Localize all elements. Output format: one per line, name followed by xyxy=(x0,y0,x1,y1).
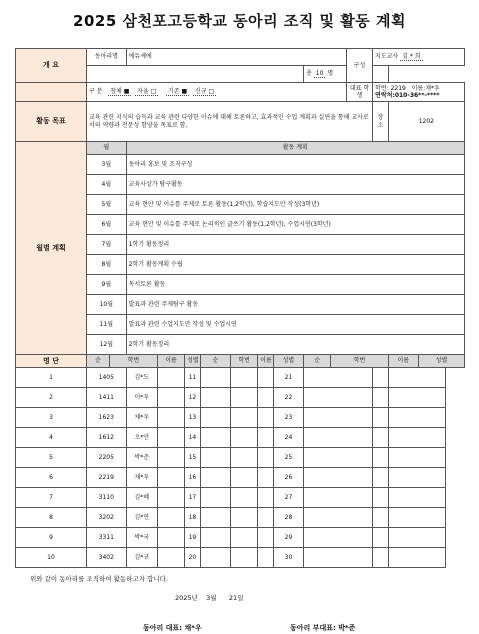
footer-month-suffix: 월 xyxy=(210,594,217,602)
category-option-3: 기존 ■ xyxy=(168,88,188,96)
roster-no-cell: 12 xyxy=(185,388,201,408)
roster-no-cell: 26 xyxy=(273,468,303,488)
roster-gender-cell xyxy=(258,548,274,568)
roster-gender-cell xyxy=(258,428,274,448)
roster-gender-cell xyxy=(258,488,274,508)
monthly-header-plan: 활동 계획 xyxy=(126,142,464,155)
roster-name-cell xyxy=(231,368,258,388)
month-cell: 9월 xyxy=(86,275,126,295)
roster-gender-cell xyxy=(258,528,274,548)
vice-sign-name: 박*준 xyxy=(338,624,356,632)
roster-id-cell xyxy=(200,428,230,448)
roster-name-cell xyxy=(373,408,389,428)
members-label: 총 xyxy=(306,70,312,78)
roster-gender-cell xyxy=(157,408,184,428)
roster-gender-cell xyxy=(388,468,445,488)
roster-no-cell: 8 xyxy=(16,508,87,528)
roster-name-cell xyxy=(373,388,389,408)
footer-year: 2025 xyxy=(175,594,192,602)
roster-id-cell xyxy=(304,468,373,488)
roster-name-cell xyxy=(373,448,389,468)
roster-no-cell: 10 xyxy=(16,548,87,568)
roster-gender-cell xyxy=(388,368,445,388)
member-count-cell xyxy=(86,66,184,83)
roster-name-cell xyxy=(231,428,258,448)
roster-gender-cell xyxy=(388,488,445,508)
roster-no-cell: 1 xyxy=(16,368,87,388)
room-label: 장소 xyxy=(373,102,389,142)
roster-id-cell xyxy=(304,548,373,568)
roster-id-cell xyxy=(304,428,373,448)
footer-statement: 위와 같이 동아리를 조직하여 활동하고자 합니다. xyxy=(30,575,168,583)
rep-id-label: 학번: xyxy=(375,84,389,92)
table-row xyxy=(16,448,465,468)
roster-id-cell xyxy=(304,368,373,388)
month-cell: 11월 xyxy=(86,315,126,335)
roster-name-cell xyxy=(373,468,389,488)
roster-id-cell: 2219 xyxy=(86,468,126,488)
roster-no-cell: 16 xyxy=(185,468,201,488)
month-cell: 7월 xyxy=(86,235,126,255)
roster-id-cell xyxy=(304,528,373,548)
roster-gender-cell xyxy=(157,388,184,408)
roster-header-no: 순 xyxy=(200,355,230,368)
table-row xyxy=(16,468,465,488)
roster-id-cell xyxy=(200,508,230,528)
roster-header-gender: 성별 xyxy=(185,355,201,368)
roster-header-gender: 성별 xyxy=(273,355,303,368)
member-count: 10 xyxy=(315,70,324,78)
roster-name-cell xyxy=(231,388,258,408)
footer-day-suffix: 일 xyxy=(237,594,244,602)
goal-label: 활동 목표 xyxy=(16,102,87,142)
rep-name-label: 이름: xyxy=(411,84,426,92)
roster-gender-cell xyxy=(388,528,445,548)
roster-name-cell xyxy=(373,528,389,548)
plan-cell: 1학기 활동정리 xyxy=(126,235,464,255)
roster-id-cell: 3311 xyxy=(86,528,126,548)
vice-sign-label: 동아리 부대표: xyxy=(290,624,336,632)
roster-no-cell: 2 xyxy=(16,388,87,408)
roster-no-cell: 6 xyxy=(16,468,87,488)
category-label-spacer xyxy=(16,83,87,102)
roster-no-cell: 14 xyxy=(185,428,201,448)
roster-label: 명 단 xyxy=(16,355,87,368)
monthly-label: 월별 계획 xyxy=(16,142,87,355)
roster-gender-cell xyxy=(157,448,184,468)
roster-id-cell: 1623 xyxy=(86,408,126,428)
month-cell: 10월 xyxy=(86,295,126,315)
member-count-value-cell xyxy=(304,66,389,83)
table-row xyxy=(16,408,465,428)
month-cell: 5월 xyxy=(86,195,126,215)
roster-name-cell xyxy=(231,548,258,568)
roster-header-id: 학번 xyxy=(231,355,258,368)
roster-name-cell xyxy=(231,408,258,428)
roster-no-cell: 4 xyxy=(16,428,87,448)
roster-header-gender: 성별 xyxy=(418,355,464,368)
roster-no-cell: 11 xyxy=(185,368,201,388)
club-name-label: 동아리명 xyxy=(86,49,126,66)
roster-id-cell xyxy=(200,408,230,428)
roster-body xyxy=(16,368,465,568)
footer-date xyxy=(175,593,243,602)
table-row xyxy=(16,428,465,448)
rep-name: 채*우 xyxy=(425,84,440,92)
roster-id-cell xyxy=(200,448,230,468)
roster-gender-cell xyxy=(157,508,184,528)
plan-cell: 2학기 활동정리 xyxy=(126,335,464,355)
room-value: 1202 xyxy=(388,102,464,142)
roster-gender-cell xyxy=(157,428,184,448)
roster-header-no: 순 xyxy=(304,355,331,368)
month-cell: 3월 xyxy=(86,155,126,175)
category-option-4: 신규 □ xyxy=(195,88,215,96)
rep-id: 2219 xyxy=(390,84,406,92)
roster-id-cell: 1612 xyxy=(86,428,126,448)
roster-gender-cell xyxy=(258,468,274,488)
roster-name-cell: 채*우 xyxy=(126,408,157,428)
roster-name-cell xyxy=(373,488,389,508)
roster-gender-cell xyxy=(258,368,274,388)
roster-gender-cell xyxy=(157,468,184,488)
category-option-1: 창체 ■ xyxy=(110,88,130,96)
roster-no-cell: 9 xyxy=(16,528,87,548)
advisor-label: 지도교사 xyxy=(375,53,399,61)
month-cell: 6월 xyxy=(86,215,126,235)
roster-no-cell: 30 xyxy=(273,548,303,568)
table-row xyxy=(16,508,465,528)
roster-no-cell: 24 xyxy=(273,428,303,448)
roster-no-cell: 25 xyxy=(273,448,303,468)
plan-cell: 교육 현안 및 이슈를 주제로 토론 활동(1,2학년), 학습지도안 작성(3학년) xyxy=(126,195,464,215)
roster-name-cell: 김*연 xyxy=(126,508,157,528)
rep-signature xyxy=(143,623,202,633)
roster-no-cell: 7 xyxy=(16,488,87,508)
roster-gender-cell xyxy=(157,368,184,388)
roster-id-cell: 1411 xyxy=(86,388,126,408)
roster-no-cell: 28 xyxy=(273,508,303,528)
month-cell: 4월 xyxy=(86,175,126,195)
roster-no-cell: 19 xyxy=(185,528,201,548)
roster-gender-cell xyxy=(258,508,274,528)
footer-year-suffix: 년 xyxy=(191,594,198,602)
footer-day: 21 xyxy=(228,594,238,602)
roster-name-cell xyxy=(231,508,258,528)
advisor-name: 김 * 희 xyxy=(402,53,421,61)
roster-name-cell xyxy=(231,448,258,468)
roster-gender-cell xyxy=(388,548,445,568)
roster-header-no: 순 xyxy=(86,355,109,368)
plan-cell: 동아리 홍보 및 조직구성 xyxy=(126,155,464,175)
plan-cell: 발표과 관련 주제탐구 활동 xyxy=(126,295,464,315)
roster-no-cell: 23 xyxy=(273,408,303,428)
page-title: 2025 삼천포고등학교 동아리 조직 및 활동 계획 xyxy=(73,12,406,30)
blank-cell xyxy=(185,66,304,83)
roster-id-cell xyxy=(200,548,230,568)
roster-gender-cell xyxy=(388,508,445,528)
table-row xyxy=(16,388,465,408)
footer-month: 3 xyxy=(206,594,211,602)
roster-gender-cell xyxy=(388,408,445,428)
roster-gender-cell xyxy=(157,548,184,568)
roster-name-cell: 김*규 xyxy=(126,548,157,568)
month-cell: 12월 xyxy=(86,335,126,355)
plan-cell: 교육 현안 및 이슈를 주제로 논리적인 글쓰기 활동(1,2학년), 수업시연(3학년) xyxy=(126,215,464,235)
roster-no-cell: 15 xyxy=(185,448,201,468)
roster-id-cell: 1405 xyxy=(86,368,126,388)
roster-id-cell: 3110 xyxy=(86,488,126,508)
roster-id-cell xyxy=(200,468,230,488)
rep-sign-name: 채*우 xyxy=(184,624,202,632)
rep-student-cell xyxy=(373,83,465,102)
roster-header-name: 이름 xyxy=(388,355,418,368)
overview-label: 개 요 xyxy=(16,49,87,83)
roster-id-cell: 3402 xyxy=(86,548,126,568)
plan-cell: 2학기 활동계획 수립 xyxy=(126,255,464,275)
roster-gender-cell xyxy=(157,528,184,548)
table-row xyxy=(16,368,465,388)
roster-header-name: 이름 xyxy=(157,355,184,368)
category-option-2: 자율 □ xyxy=(137,88,157,96)
table-row xyxy=(16,528,465,548)
roster-gender-cell xyxy=(258,388,274,408)
roster-no-cell: 29 xyxy=(273,528,303,548)
roster-id-cell xyxy=(304,448,373,468)
roster-name-cell: 김*혜 xyxy=(126,488,157,508)
roster-no-cell: 18 xyxy=(185,508,201,528)
roster-id-cell: 3202 xyxy=(86,508,126,528)
plan-cell: 발표과 관련 수업지도안 작성 및 수업시연 xyxy=(126,315,464,335)
roster-header-name: 이름 xyxy=(258,355,274,368)
advisor-cell xyxy=(373,49,465,66)
roster-name-cell: 오*안 xyxy=(126,428,157,448)
plan-cell: 독서토론 활동 xyxy=(126,275,464,295)
roster-name-cell: 이*우 xyxy=(126,388,157,408)
composition-label: 구성 xyxy=(346,49,372,83)
roster-header-id: 학번 xyxy=(109,355,157,368)
rep-student-label: 대표 학생 xyxy=(346,83,372,102)
roster-id-cell: 2205 xyxy=(86,448,126,468)
roster-gender-cell xyxy=(258,448,274,468)
roster-gender-cell xyxy=(258,408,274,428)
members-suffix: 명 xyxy=(327,70,334,78)
roster-no-cell: 13 xyxy=(185,408,201,428)
roster-no-cell: 27 xyxy=(273,488,303,508)
roster-no-cell: 5 xyxy=(16,448,87,468)
roster-id-cell xyxy=(304,408,373,428)
roster-no-cell: 17 xyxy=(185,488,201,508)
category-label: 구 분 xyxy=(88,88,103,96)
table-row xyxy=(16,488,465,508)
roster-gender-cell xyxy=(388,448,445,468)
month-cell: 8월 xyxy=(86,255,126,275)
roster-name-cell xyxy=(373,548,389,568)
roster-gender-cell xyxy=(388,388,445,408)
roster-name-cell xyxy=(231,488,258,508)
roster-name-cell: 박*국 xyxy=(126,528,157,548)
roster-name-cell: 박*준 xyxy=(126,448,157,468)
roster-no-cell: 20 xyxy=(185,548,201,568)
monthly-header-month: 월 xyxy=(86,142,126,155)
plan-cell: 교육사상가 탐구활동 xyxy=(126,175,464,195)
club-name-value: 에듀셰에 xyxy=(126,49,346,66)
roster-id-cell xyxy=(304,508,373,528)
roster-name-cell xyxy=(373,508,389,528)
roster-id-cell xyxy=(200,528,230,548)
roster-id-cell xyxy=(200,488,230,508)
goal-text: 교육 관련 지식의 습득과 교육 관련 다양한 이슈에 대해 토론하고, 효과적인 수업 계획과 실연을 통해 교사로서의 역량과 전문성 함양을 목표로 함. xyxy=(86,102,372,142)
roster-name-cell xyxy=(231,528,258,548)
category-cell xyxy=(86,83,346,102)
vice-signature xyxy=(290,623,355,633)
club-plan-table xyxy=(15,48,465,568)
roster-name-cell xyxy=(231,468,258,488)
roster-name-cell: 김*도 xyxy=(126,368,157,388)
rep-sign-label: 동아리 대표: xyxy=(143,624,183,632)
roster-name-cell xyxy=(373,368,389,388)
table-row xyxy=(16,548,465,568)
roster-no-cell: 22 xyxy=(273,388,303,408)
roster-name-cell: 채*우 xyxy=(126,468,157,488)
rep-phone: 연락처:010-36**-**** xyxy=(375,92,440,99)
roster-no-cell: 3 xyxy=(16,408,87,428)
roster-no-cell: 21 xyxy=(273,368,303,388)
roster-gender-cell xyxy=(388,428,445,448)
roster-id-cell xyxy=(200,368,230,388)
roster-header-id: 학번 xyxy=(331,355,388,368)
roster-name-cell xyxy=(373,428,389,448)
roster-id-cell xyxy=(304,388,373,408)
roster-id-cell xyxy=(200,388,230,408)
roster-gender-cell xyxy=(157,488,184,508)
roster-id-cell xyxy=(304,488,373,508)
